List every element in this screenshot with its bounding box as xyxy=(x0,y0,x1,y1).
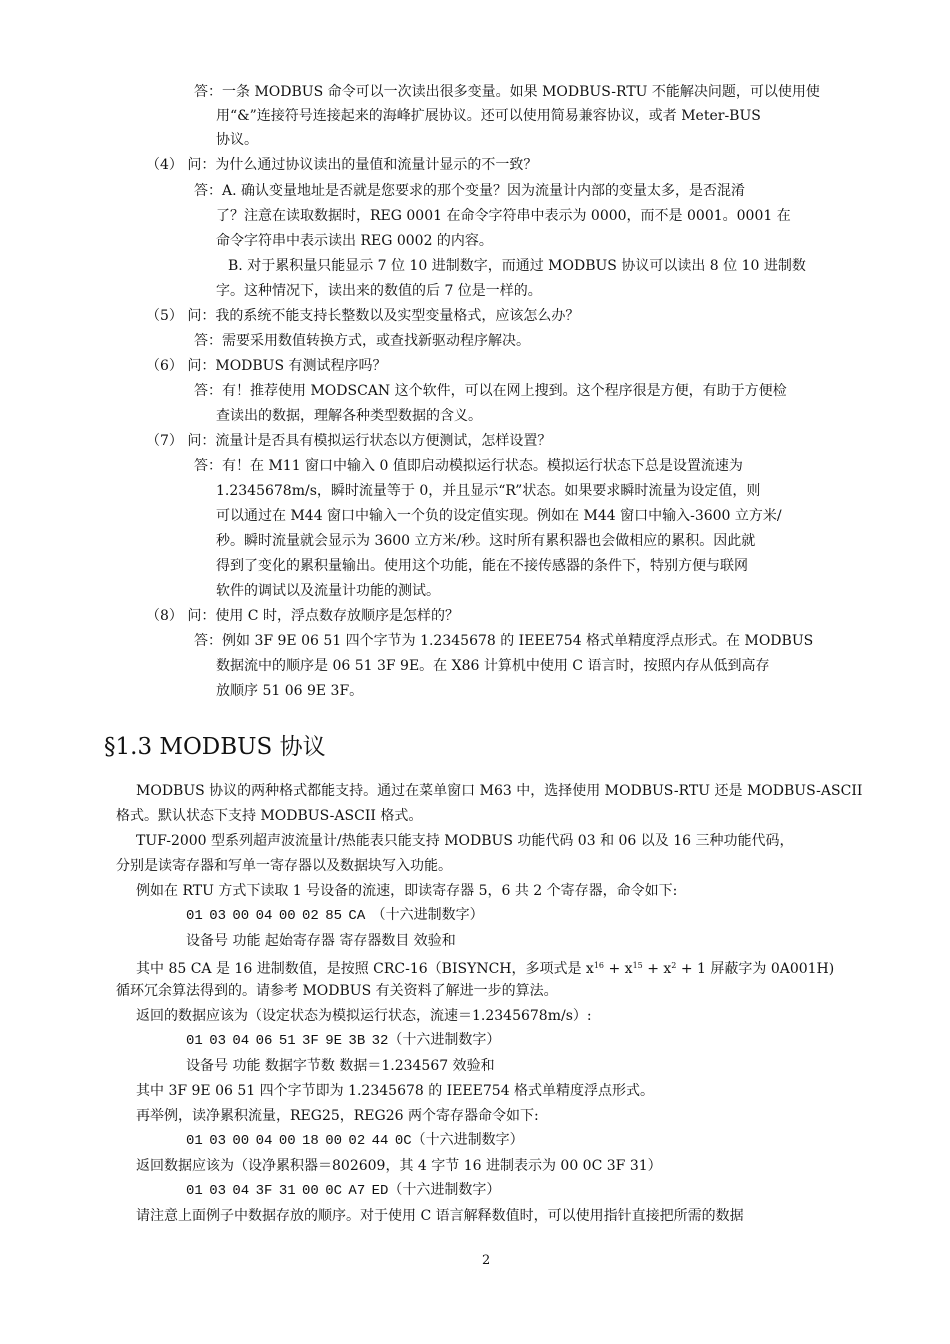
section-heading: §1.3 MODBUS 协议 xyxy=(104,734,326,760)
command-1-bytes: 01 03 00 04 00 02 85 CA （十六进制数字） xyxy=(186,908,484,924)
q3-answer-line-2: 用“&”连接符号连接起来的海峰扩展协议。还可以使用简易兼容协议，或者 Meter-BUS xyxy=(216,108,761,124)
q7-answer-line-2: 1.2345678m/s，瞬时流量等于 0，并且显示“R”状态。如果要求瞬时流量为设定值，则 xyxy=(216,483,761,499)
q7-answer-line-4: 秒。瞬时流量就会显示为 3600 立方米/秒。这时所有累积器也会做相应的累积。因此就 xyxy=(216,533,756,549)
command-2-bytes: 01 03 00 04 00 18 00 02 44 0C（十六进制数字） xyxy=(186,1133,524,1149)
body-p2-line-1: TUF-2000 型系列超声波流量计/热能表只能支持 MODBUS 功能代码 03 和 06 以及 16 三种功能代码， xyxy=(136,833,794,849)
q4-answer-line-3: 命令字符串中表示读出 REG 0002 的内容。 xyxy=(216,233,493,249)
page-number: 2 xyxy=(482,1253,491,1268)
q7-answer-line-6: 软件的调试以及流量计功能的测试。 xyxy=(216,583,440,599)
crc-text-a: 其中 85 CA 是 16 进制数值，是按照 CRC-16（BISYNCH，多项式是 x xyxy=(136,961,594,977)
q5-answer-line-1: 答：需要采用数值转换方式，或查找新驱动程序解决。 xyxy=(194,333,530,349)
crc-exponent-2: 2 xyxy=(671,961,677,970)
question-5: （5） 问：我的系统不能支持长整数以及实型变量格式，应该怎么办？ xyxy=(146,308,580,324)
q7-answer-line-3: 可以通过在 M44 窗口中输入一个负的设定值实现。例如在 M44 窗口中输入-3600 立方米/ xyxy=(216,508,782,524)
q8-answer-line-2: 数据流中的顺序是 06 51 3F 9E。在 X86 计算机中使用 C 语言时，按照内存从低到高存 xyxy=(216,658,770,674)
question-8: （8） 问：使用 C 时，浮点数存放顺序是怎样的？ xyxy=(146,608,459,624)
question-6: （6） 问：MODBUS 有测试程序吗？ xyxy=(146,358,387,374)
q7-answer-line-1: 答：有！在 M11 窗口中输入 0 值即启动模拟运行状态。模拟运行状态下总是设置流速为 xyxy=(194,458,743,474)
q8-answer-line-3: 放顺序 51 06 9E 3F。 xyxy=(216,683,364,699)
response-1-labels: 设备号 功能 数据字节数 数据＝1.234567 效验和 xyxy=(186,1058,495,1074)
body-p1-line-2: 格式。默认状态下支持 MODBUS-ASCII 格式。 xyxy=(116,808,423,824)
command-1-labels: 设备号 功能 起始寄存器 寄存器数目 效验和 xyxy=(186,933,456,949)
body-p2-line-2: 分别是读寄存器和写单一寄存器以及数据块写入功能。 xyxy=(116,858,452,874)
crc-note-line-1 xyxy=(136,957,834,978)
q8-answer-line-1: 答：例如 3F 9E 06 51 四个字节为 1.2345678 的 IEEE754 格式单精度浮点形式。在 MODBUS xyxy=(194,633,814,649)
body-p3: 例如在 RTU 方式下读取 1 号设备的流速，即读寄存器 5，6 共 2 个寄存器，命令如下: xyxy=(136,883,678,899)
body-p8: 请注意上面例子中数据存放的顺序。对于使用 C 语言解释数值时，可以使用指针直接把所需的数据 xyxy=(136,1208,744,1224)
q4-answer-line-4: B. 对于累积量只能显示 7 位 10 进制数字，而通过 MODBUS 协议可以读出 8 位 10 进制数 xyxy=(228,258,806,274)
q4-answer-line-2: 了？注意在读取数据时，REG 0001 在命令字符串中表示为 0000，而不是 0001。0001 在 xyxy=(216,208,791,224)
q3-answer-line-3: 协议。 xyxy=(216,132,258,148)
crc-text-c: + x xyxy=(642,961,672,977)
q4-answer-line-5: 字。这种情况下，读出来的数值的后 7 位是一样的。 xyxy=(216,283,542,299)
body-p7: 返回数据应该为（设净累积器＝802609，其 4 字节 16 进制表示为 00 0C 3F 31） xyxy=(136,1158,662,1174)
response-1-bytes: 01 03 04 06 51 3F 9E 3B 32（十六进制数字） xyxy=(186,1033,501,1049)
body-p5: 其中 3F 9E 06 51 四个字节即为 1.2345678 的 IEEE754 格式单精度浮点形式。 xyxy=(136,1083,655,1099)
response-2-bytes: 01 03 04 3F 31 00 0C A7 ED（十六进制数字） xyxy=(186,1183,501,1199)
body-p1-line-1: MODBUS 协议的两种格式都能支持。通过在菜单窗口 M63 中，选择使用 MODBUS-RTU 还是 MODBUS-ASCII xyxy=(136,783,863,799)
body-p6: 再举例，读净累积流量，REG25，REG26 两个寄存器命令如下: xyxy=(136,1108,539,1124)
q7-answer-line-5: 得到了变化的累积量输出。使用这个功能，能在不接传感器的条件下，特别方便与联网 xyxy=(216,558,748,574)
crc-note-line-2: 循环冗余算法得到的。请参考 MODBUS 有关资料了解进一步的算法。 xyxy=(116,983,558,999)
crc-exponent-16: 16 xyxy=(593,961,605,970)
question-4: （4） 问：为什么通过协议读出的量值和流量计显示的不一致？ xyxy=(146,157,538,173)
crc-text-b: + x xyxy=(604,961,633,977)
crc-text-d: + 1 屏蔽字为 0A001H) xyxy=(676,961,835,977)
question-7: （7） 问：流量计是否具有模拟运行状态以方便测试，怎样设置？ xyxy=(146,433,552,449)
q3-answer-line-1: 答：一条 MODBUS 命令可以一次读出很多变量。如果 MODBUS-RTU 不能解决问题，可以使用使 xyxy=(194,84,820,100)
q4-answer-line-1: 答：A. 确认变量地址是否就是您要求的那个变量？因为流量计内部的变量太多，是否混淆 xyxy=(194,183,746,199)
crc-exponent-15: 15 xyxy=(632,961,643,970)
q6-answer-line-1: 答：有！推荐使用 MODSCAN 这个软件，可以在网上搜到。这个程序很是方便，有助于方便检 xyxy=(194,383,787,399)
q6-answer-line-2: 查读出的数据，理解各种类型数据的含义。 xyxy=(216,408,482,424)
body-p4: 返回的数据应该为（设定状态为模拟运行状态，流速＝1.2345678m/s）: xyxy=(136,1008,592,1024)
